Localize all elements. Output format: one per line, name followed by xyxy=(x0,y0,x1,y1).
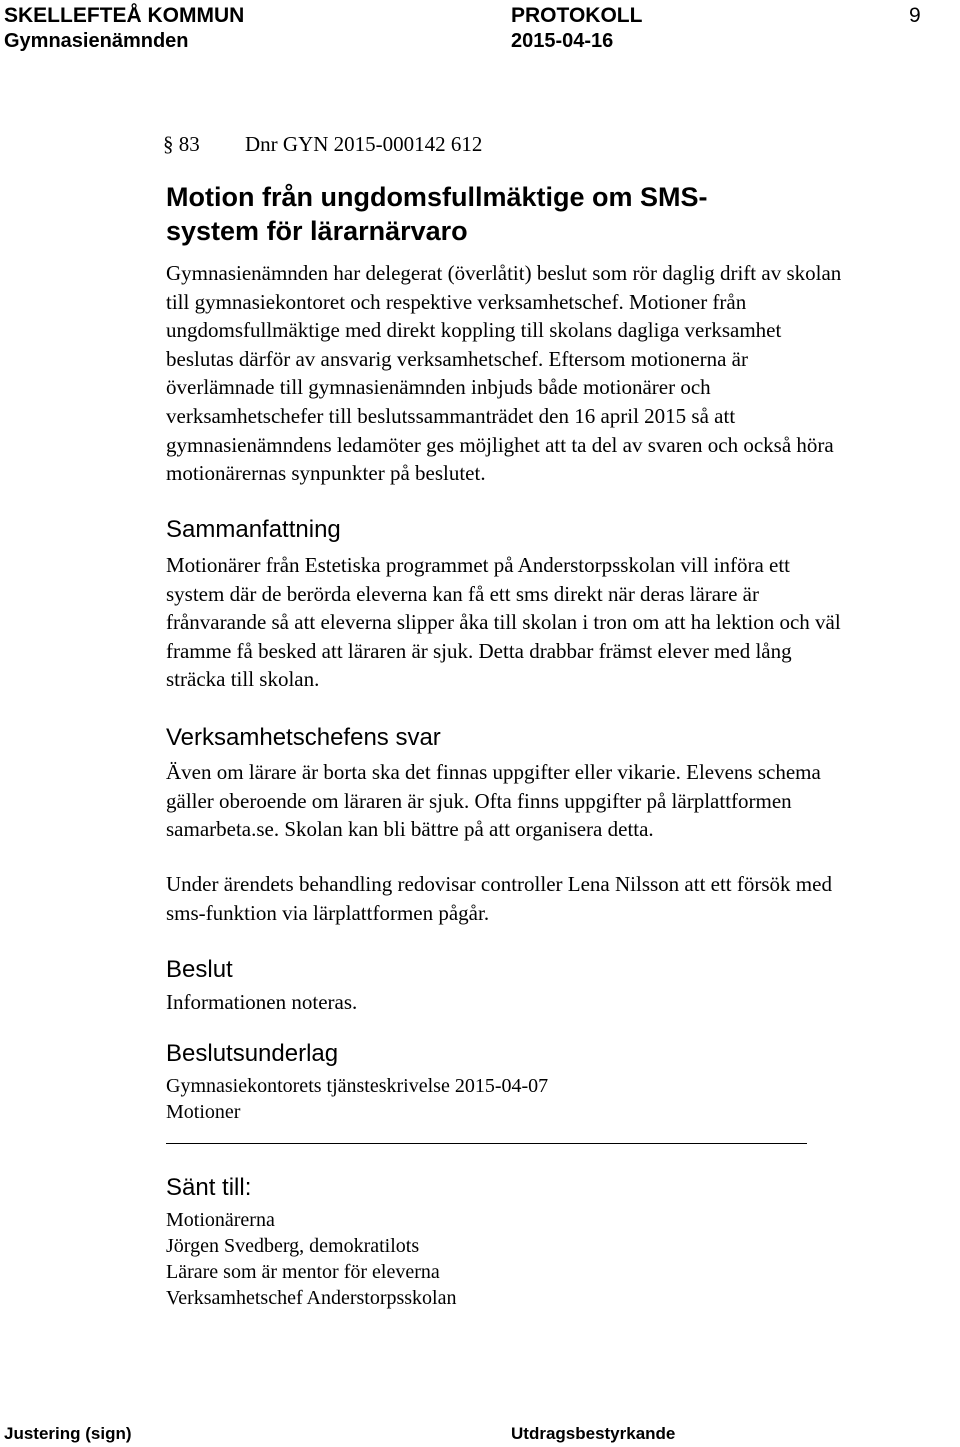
summary-heading: Sammanfattning xyxy=(166,516,341,543)
summary-paragraph xyxy=(166,551,956,694)
page-number: 9 xyxy=(909,4,921,27)
separator-line xyxy=(166,1143,807,1144)
text-line: sträcka till skolan. xyxy=(166,667,320,692)
response-heading: Verksamhetschefens svar xyxy=(166,724,441,751)
case-reference: Dnr GYN 2015-000142 612 xyxy=(245,132,483,156)
text-line: beslutas därför av ansvarig verksamhetschef. Eftersom motionerna är xyxy=(166,346,748,371)
response-note-paragraph xyxy=(166,870,956,927)
text-line: till gymnasiekontoret och respektive verksamhetschef. Motioner från xyxy=(166,289,747,314)
text-line: Under ärendets behandling redovisar controller Lena Nilsson att ett försök med xyxy=(166,872,832,896)
basis-list xyxy=(166,1073,548,1125)
text-line: system där de berörda eleverna kan få ett sms direkt när deras lärare är xyxy=(166,581,759,606)
text-line: gymnasienämndens ledamöter ges möjlighet att ta del av svaren och också höra xyxy=(166,432,834,457)
list-item: Lärare som är mentor för eleverna xyxy=(166,1261,440,1283)
text-line: överlämnade till gymnasienämnden inbjuds både motionärer och xyxy=(166,375,711,400)
text-line: frånvarande så att eleverna slipper åka till skolan i tron om att ha lektion och väl xyxy=(166,610,841,635)
sent-to-heading: Sänt till: xyxy=(166,1174,252,1201)
sent-to-list xyxy=(166,1207,457,1311)
text-line: samarbeta.se. Skolan kan bli bättre på att organisera detta. xyxy=(166,817,654,842)
list-item: Gymnasiekontorets tjänsteskrivelse 2015-04-07 xyxy=(166,1075,549,1097)
title-line: Motion från ungdomsfullmäktige om SMS- xyxy=(166,182,708,212)
board-name: Gymnasienämnden xyxy=(4,30,189,52)
list-item: Jörgen Svedberg, demokratilots xyxy=(166,1235,420,1257)
list-item: Motioner xyxy=(166,1101,241,1123)
decision-text: Informationen noteras. xyxy=(166,990,358,1014)
footer-certification-label: Utdragsbestyrkande xyxy=(511,1424,676,1443)
footer-signature-label: Justering (sign) xyxy=(4,1424,132,1443)
list-item: Motionärerna xyxy=(166,1209,275,1231)
response-paragraph xyxy=(166,758,956,844)
text-line: verksamhetschefer till beslutssammanträdet den 16 april 2015 så att xyxy=(166,403,736,428)
text-line: motionärernas synpunkter på beslutet. xyxy=(166,461,486,486)
title-line: system för lärarnärvaro xyxy=(166,216,468,246)
basis-heading: Beslutsunderlag xyxy=(166,1040,339,1067)
document-type: PROTOKOLL xyxy=(511,4,643,27)
text-line: Motionärer från Estetiska programmet på Anderstorpsskolan vill införa ett xyxy=(166,553,791,577)
decision-heading: Beslut xyxy=(166,956,233,983)
page-title xyxy=(166,180,708,248)
text-line: Gymnasienämnden har delegerat (överlåtit) beslut som rör daglig drift av skolan xyxy=(166,261,842,285)
intro-paragraph xyxy=(166,259,956,488)
text-line: ungdomsfullmäktige med direkt koppling till skolans dagliga verksamhet xyxy=(166,318,782,343)
text-line: sms-funktion via lärplattformen pågår. xyxy=(166,900,490,925)
municipality-name: SKELLEFTEÅ KOMMUN xyxy=(4,4,245,27)
list-item: Verksamhetschef Anderstorpsskolan xyxy=(166,1287,457,1309)
text-line: Även om lärare är borta ska det finnas uppgifter eller vikarie. Elevens schema xyxy=(166,760,821,784)
text-line: gäller oberoende om läraren är sjuk. Ofta finns uppgifter på lärplattformen xyxy=(166,788,792,813)
meeting-date: 2015-04-16 xyxy=(511,30,614,52)
section-number: § 83 xyxy=(163,132,200,156)
text-line: framme få besked att läraren är sjuk. Detta drabbar främst elever med lång xyxy=(166,638,792,663)
